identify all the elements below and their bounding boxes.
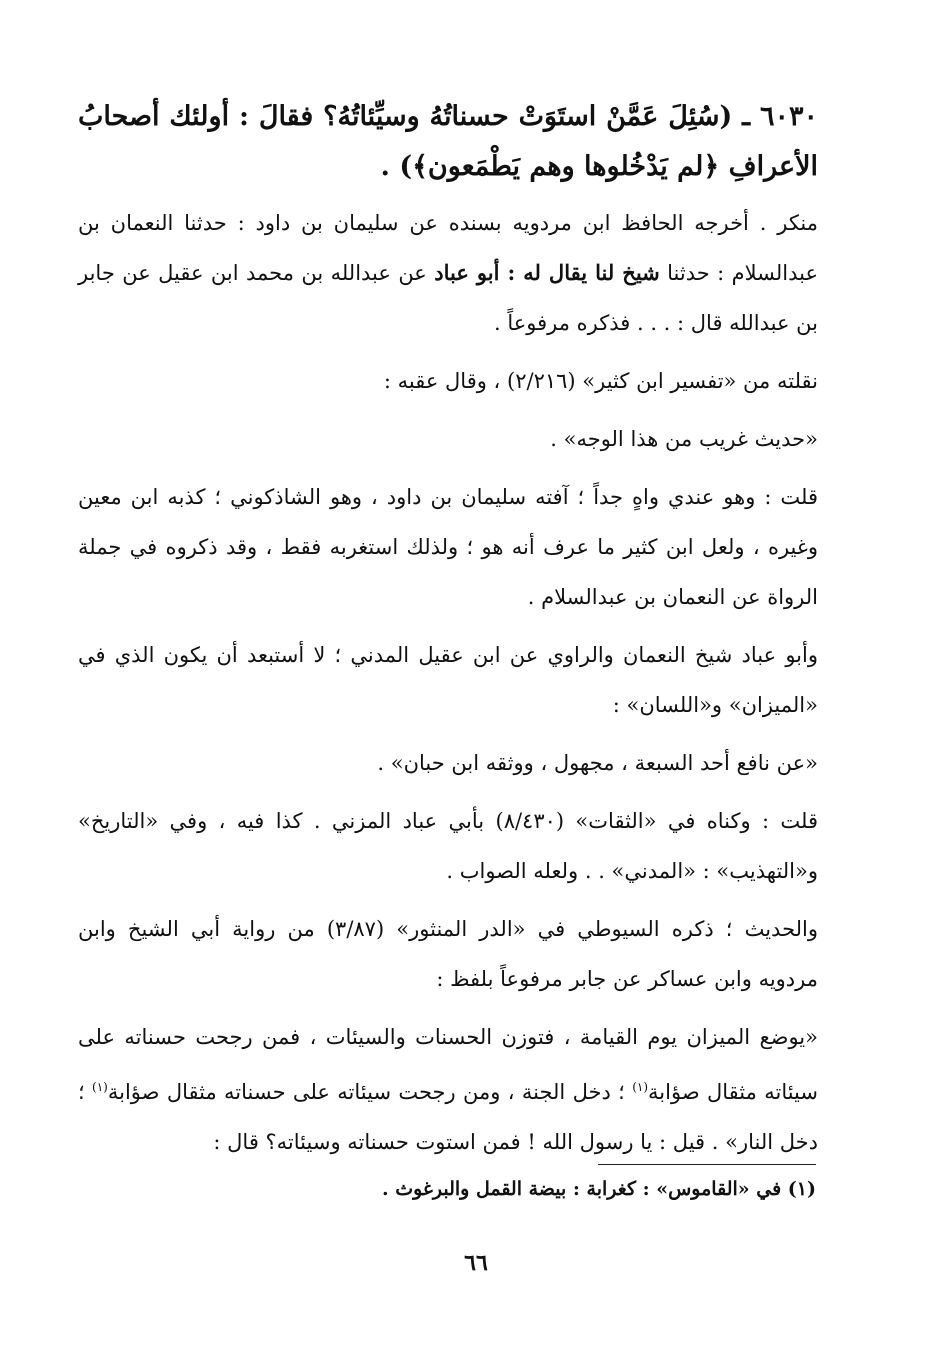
- footnote-separator: [598, 1164, 816, 1165]
- paragraph-thiqat: قلت : وكناه في «الثقات» (٨/٤٣٠) بأبي عباد المزني . كذا فيه ، وفي «التاريخ» و«التهذيب» : «المدني» . . ولعله الصواب .: [78, 809, 818, 883]
- page-number: ٦٦: [464, 1250, 488, 1276]
- paragraph-text: ؛ دخل النار» . قيل : يا رسول الله ! فمن استوت حسناته وسيئاته؟ قال :: [78, 1080, 818, 1154]
- paragraph-text: عن عبدالله بن محمد ابن عقيل عن جابر بن عبدالله قال : . . . فذكره مرفوعاً .: [78, 261, 818, 335]
- paragraph-source: نقلته من «تفسير ابن كثير» (٢/٢١٦) ، وقال عقبه :: [383, 369, 818, 393]
- paragraph-text: «يوضع الميزان يوم القيامة ، فتوزن الحسنات والسيئات ، فمن رجحت حسناته على سيئاته مثقال صؤابة: [78, 1025, 818, 1104]
- page-body: [78, 92, 818, 1175]
- paragraph-text: منكر . أخرجه الحافظ ابن مردويه بسنده عن سليمان بن داود : حدثنا النعمان بن عبدالسلام : حدثنا: [78, 211, 818, 285]
- hadith-text: ٦٠٣٠ ـ (سُئِلَ عَمَّنْ استَوَتْ حسناتُهُ وسيِّئاتُهُ؟ فقالَ : أولئك أصحابُ الأعرافِ ﴿لم يَدْخُلوها وهم يَطْمَعون﴾) .: [78, 101, 818, 182]
- paragraph-quote: «حديث غريب من هذا الوجه» .: [550, 427, 818, 451]
- footnote: (١) في «القاموس» : كغرابة : بيضة القمل والبرغوث .: [382, 1178, 816, 1200]
- paragraph-quote-mizan: «عن نافع أحد السبعة ، مجهول ، ووثقه ابن حبان» .: [377, 751, 818, 775]
- paragraph-text: ؛ دخل الجنة ، ومن رجحت سيئاته على حسناته مثقال صؤابة: [107, 1080, 633, 1104]
- paragraph-suyuti: والحديث ؛ ذكره السيوطي في «الدر المنثور» (٣/٨٧) من رواية أبي الشيخ وابن مردويه وابن عساكر عن جابر مرفوعاً بلفظ :: [78, 917, 818, 991]
- paragraph-comment: قلت : وهو عندي واهٍ جداً ؛ آفته سليمان بن داود ، وهو الشاذكوني ؛ كذبه ابن معين وغيره ، ولعل ابن كثير ما عرف أنه هو ؛ ولذلك استغربه فقط ، وقد ذكروه في جملة الرواة عن النعمان بن عبدالسلام .: [78, 485, 818, 609]
- paragraph-takhrij: [78, 198, 818, 348]
- paragraph-abu-abbad: وأبو عباد شيخ النعمان والراوي عن ابن عقيل المدني ؛ لا أستبعد أن يكون الذي في «الميزان» و«اللسان» :: [78, 643, 818, 717]
- footnote-marker: (١): [92, 1080, 108, 1094]
- paragraph-hadith-text: [78, 1012, 818, 1167]
- footnote-marker: (١): [632, 1080, 649, 1094]
- paragraph-bold-text: شيخ لنا يقال له : أبو عباد: [434, 260, 660, 285]
